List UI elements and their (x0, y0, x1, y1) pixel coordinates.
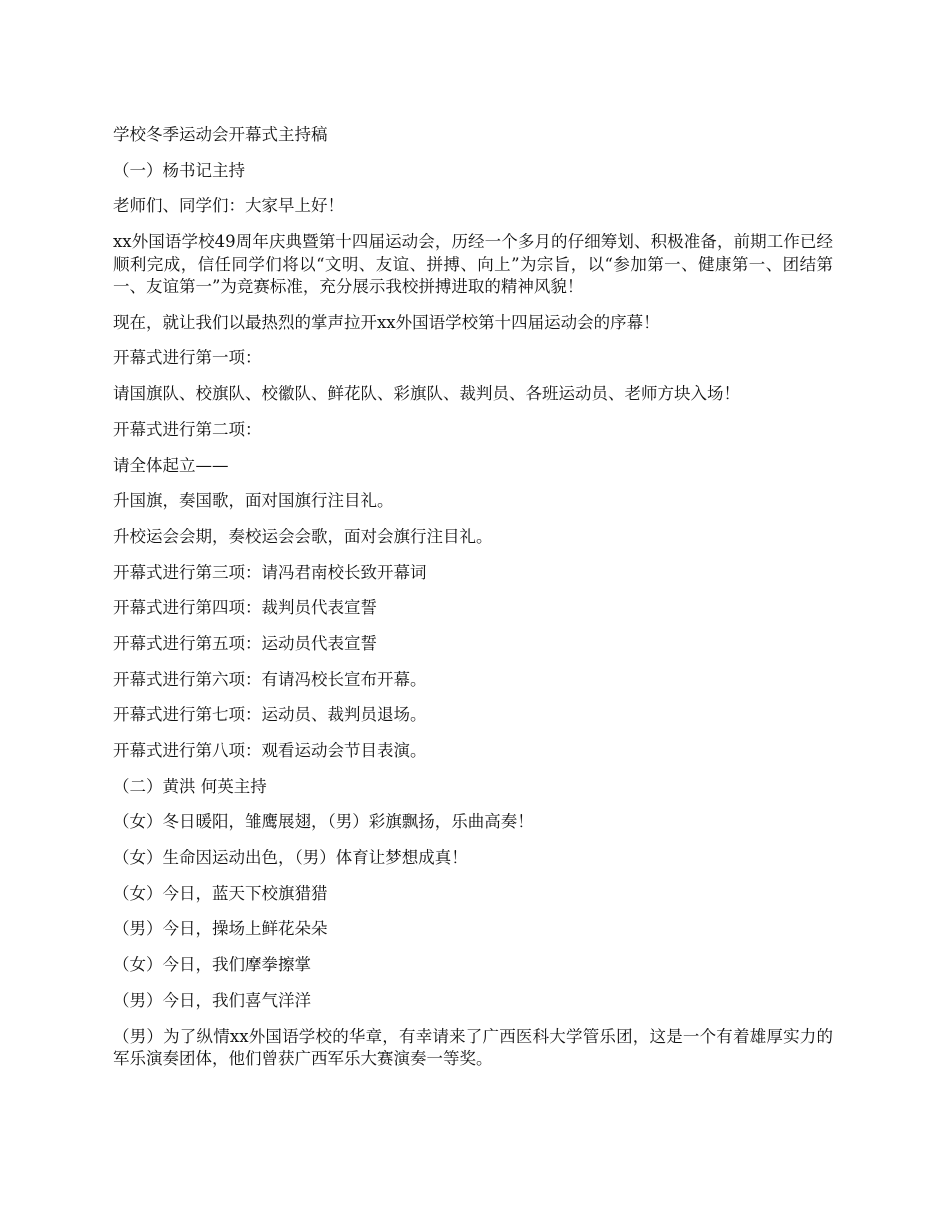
item-2-heading: 开幕式进行第二项： (113, 419, 262, 439)
dialogue-line-7: （男）为了纵情xx外国语学校的华章，有幸请来了广西医科大学管乐团，这是一个有着雄厚实力的军乐演奏团体，他们曾获广西军乐大赛演奏一等奖。 (113, 1026, 833, 1068)
dialogue-line-3: （女）今日，蓝天下校旗猎猎 (113, 883, 328, 903)
dialogue-line-1: （女）冬日暖阳，雏鹰展翅，（男）彩旗飘扬，乐曲高奏！ (113, 812, 534, 832)
section-heading-1: （一）杨书记主持 (113, 160, 245, 180)
section-heading-2: （二）黄洪 何英主持 (113, 776, 267, 796)
document-page (113, 124, 833, 1084)
item-4: 开幕式进行第四项：裁判员代表宣誓 (113, 598, 377, 618)
item-1-body: 请国旗队、校旗队、校徽队、鲜花队、彩旗队、裁判员、各班运动员、老师方块入场！ (113, 384, 740, 404)
opening-paragraph: 现在，就让我们以最热烈的掌声拉开xx外国语学校第十四届运动会的序幕！ (113, 312, 660, 332)
dialogue-line-6: （男）今日，我们喜气洋洋 (113, 990, 311, 1010)
item-2-stand: 请全体起立—— (113, 455, 229, 475)
item-2-school-flag: 升校运会会期，奏校运会会歌，面对会旗行注目礼。 (113, 526, 493, 546)
item-8: 开幕式进行第八项：观看运动会节目表演。 (113, 741, 427, 760)
dialogue-line-4: （男）今日，操场上鲜花朵朵 (113, 919, 328, 939)
document-title: 学校冬季运动会开幕式主持稿 (113, 125, 328, 144)
item-2-national-flag: 升国旗，奏国歌，面对国旗行注目礼。 (113, 491, 394, 511)
intro-paragraph: xx外国语学校49周年庆典暨第十四届运动会，历经一个多月的仔细筹划、积极准备，前期工作已经顺利完成，信任同学们将以“文明、友谊、拼搏、向上”为宗旨，以“参加第一、健康第一、团结第一、友谊第一”为竞赛标准，充分展示我校拼搏进取的精神风貌！ (113, 232, 833, 297)
item-7: 开幕式进行第七项：运动员、裁判员退场。 (113, 705, 427, 725)
item-1-heading: 开幕式进行第一项： (113, 348, 262, 368)
item-3: 开幕式进行第三项：请冯君南校长致开幕词 (113, 562, 427, 582)
dialogue-line-5: （女）今日，我们摩拳擦掌 (113, 955, 311, 975)
item-6: 开幕式进行第六项：有请冯校长宣布开幕。 (113, 669, 427, 689)
dialogue-line-2: （女）生命因运动出色，（男）体育让梦想成真！ (113, 848, 468, 868)
greeting-paragraph: 老师们、同学们：大家早上好！ (113, 196, 344, 216)
item-5: 开幕式进行第五项：运动员代表宣誓 (113, 633, 377, 653)
